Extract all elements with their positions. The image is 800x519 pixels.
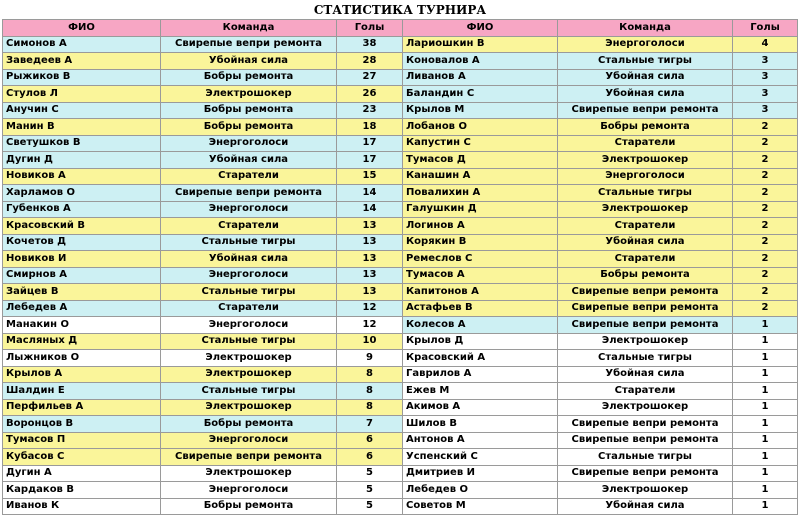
team-name: Свирепые вепри ремонта bbox=[558, 432, 733, 449]
goals-count: 1 bbox=[733, 482, 798, 499]
goals-count: 12 bbox=[337, 317, 403, 334]
goals-count: 2 bbox=[733, 284, 798, 301]
goals-count: 8 bbox=[337, 399, 403, 416]
team-name: Стальные тигры bbox=[558, 185, 733, 202]
team-name: Электрошокер bbox=[161, 366, 337, 383]
player-name: Масляных Д bbox=[3, 333, 161, 350]
player-name: Советов М bbox=[403, 498, 558, 515]
team-name: Электрошокер bbox=[558, 333, 733, 350]
header-name-right: ФИО bbox=[403, 20, 558, 37]
table-row bbox=[3, 234, 798, 251]
team-name: Стальные тигры bbox=[558, 350, 733, 367]
goals-count: 1 bbox=[733, 333, 798, 350]
goals-count: 13 bbox=[337, 284, 403, 301]
goals-count: 10 bbox=[337, 333, 403, 350]
player-name: Красовский В bbox=[3, 218, 161, 235]
team-name: Убойная сила bbox=[558, 69, 733, 86]
player-name: Коновалов А bbox=[403, 53, 558, 70]
team-name: Энергоголоси bbox=[161, 267, 337, 284]
player-name: Новиков И bbox=[3, 251, 161, 268]
team-name: Электрошокер bbox=[558, 482, 733, 499]
header-name-left: ФИО bbox=[3, 20, 161, 37]
player-name: Зайцев В bbox=[3, 284, 161, 301]
team-name: Стальные тигры bbox=[161, 234, 337, 251]
team-name: Электрошокер bbox=[161, 350, 337, 367]
team-name: Бобры ремонта bbox=[558, 119, 733, 136]
team-name: Свирепые вепри ремонта bbox=[558, 317, 733, 334]
team-name: Убойная сила bbox=[161, 152, 337, 169]
player-name: Колесов А bbox=[403, 317, 558, 334]
table-row bbox=[3, 69, 798, 86]
team-name: Стальные тигры bbox=[161, 284, 337, 301]
goals-count: 14 bbox=[337, 201, 403, 218]
player-name: Ежев М bbox=[403, 383, 558, 400]
goals-count: 27 bbox=[337, 69, 403, 86]
team-name: Бобры ремонта bbox=[161, 102, 337, 119]
player-name: Воронцов В bbox=[3, 416, 161, 433]
goals-count: 15 bbox=[337, 168, 403, 185]
table-row bbox=[3, 383, 798, 400]
player-name: Манин В bbox=[3, 119, 161, 136]
player-name: Корякин В bbox=[403, 234, 558, 251]
goals-count: 1 bbox=[733, 350, 798, 367]
team-name: Свирепые вепри ремонта bbox=[558, 284, 733, 301]
table-row bbox=[3, 267, 798, 284]
team-name: Стальные тигры bbox=[161, 333, 337, 350]
goals-count: 8 bbox=[337, 366, 403, 383]
goals-count: 8 bbox=[337, 383, 403, 400]
goals-count: 18 bbox=[337, 119, 403, 136]
goals-count: 1 bbox=[733, 416, 798, 433]
team-name: Убойная сила bbox=[558, 366, 733, 383]
goals-count: 2 bbox=[733, 152, 798, 169]
goals-count: 17 bbox=[337, 135, 403, 152]
table-row bbox=[3, 449, 798, 466]
player-name: Смирнов А bbox=[3, 267, 161, 284]
goals-count: 2 bbox=[733, 201, 798, 218]
goals-count: 2 bbox=[733, 119, 798, 136]
player-name: Шалдин Е bbox=[3, 383, 161, 400]
team-name: Свирепые вепри ремонта bbox=[558, 465, 733, 482]
table-row bbox=[3, 498, 798, 515]
goals-count: 17 bbox=[337, 152, 403, 169]
team-name: Стальные тигры bbox=[558, 53, 733, 70]
team-name: Убойная сила bbox=[161, 53, 337, 70]
goals-count: 2 bbox=[733, 218, 798, 235]
team-name: Стальные тигры bbox=[558, 449, 733, 466]
team-name: Бобры ремонта bbox=[161, 69, 337, 86]
table-row bbox=[3, 36, 798, 53]
player-name: Светушков В bbox=[3, 135, 161, 152]
player-name: Дугин А bbox=[3, 465, 161, 482]
goals-count: 2 bbox=[733, 168, 798, 185]
table-row bbox=[3, 152, 798, 169]
team-name: Свирепые вепри ремонта bbox=[161, 449, 337, 466]
goals-count: 3 bbox=[733, 69, 798, 86]
goals-count: 1 bbox=[733, 366, 798, 383]
goals-count: 28 bbox=[337, 53, 403, 70]
table-row bbox=[3, 399, 798, 416]
table-row bbox=[3, 135, 798, 152]
goals-count: 1 bbox=[733, 317, 798, 334]
team-name: Энергоголоси bbox=[161, 201, 337, 218]
player-name: Кочетов Д bbox=[3, 234, 161, 251]
header-team-right: Команда bbox=[558, 20, 733, 37]
player-name: Губенков А bbox=[3, 201, 161, 218]
team-name: Свирепые вепри ремонта bbox=[558, 416, 733, 433]
player-name: Шилов В bbox=[403, 416, 558, 433]
header-goals-right: Голы bbox=[733, 20, 798, 37]
player-name: Перфильев А bbox=[3, 399, 161, 416]
goals-count: 1 bbox=[733, 498, 798, 515]
team-name: Старатели bbox=[558, 251, 733, 268]
table-header-row bbox=[3, 20, 798, 37]
goals-count: 5 bbox=[337, 498, 403, 515]
team-name: Убойная сила bbox=[558, 86, 733, 103]
goals-count: 2 bbox=[733, 300, 798, 317]
goals-count: 26 bbox=[337, 86, 403, 103]
table-row bbox=[3, 119, 798, 136]
table-row bbox=[3, 168, 798, 185]
goals-count: 13 bbox=[337, 267, 403, 284]
player-name: Тумасов Д bbox=[403, 152, 558, 169]
header-team-left: Команда bbox=[161, 20, 337, 37]
team-name: Электрошокер bbox=[161, 86, 337, 103]
goals-count: 1 bbox=[733, 383, 798, 400]
player-name: Логинов А bbox=[403, 218, 558, 235]
goals-count: 4 bbox=[733, 36, 798, 53]
team-name: Старатели bbox=[161, 300, 337, 317]
team-name: Убойная сила bbox=[558, 234, 733, 251]
player-name: Повалихин А bbox=[403, 185, 558, 202]
player-name: Иванов К bbox=[3, 498, 161, 515]
goals-count: 2 bbox=[733, 251, 798, 268]
player-name: Тумасов П bbox=[3, 432, 161, 449]
player-name: Ливанов А bbox=[403, 69, 558, 86]
team-name: Бобры ремонта bbox=[558, 267, 733, 284]
table-row bbox=[3, 333, 798, 350]
player-name: Лыжников О bbox=[3, 350, 161, 367]
player-name: Дмитриев И bbox=[403, 465, 558, 482]
goals-count: 7 bbox=[337, 416, 403, 433]
table-row bbox=[3, 284, 798, 301]
table-row bbox=[3, 465, 798, 482]
player-name: Тумасов А bbox=[403, 267, 558, 284]
goals-count: 13 bbox=[337, 218, 403, 235]
team-name: Энергоголоси bbox=[161, 317, 337, 334]
player-name: Астафьев В bbox=[403, 300, 558, 317]
goals-count: 13 bbox=[337, 251, 403, 268]
player-name: Харламов О bbox=[3, 185, 161, 202]
player-name: Лебедев О bbox=[403, 482, 558, 499]
player-name: Гаврилов А bbox=[403, 366, 558, 383]
team-name: Свирепые вепри ремонта bbox=[558, 300, 733, 317]
player-name: Крылов М bbox=[403, 102, 558, 119]
table-row bbox=[3, 300, 798, 317]
goals-count: 2 bbox=[733, 267, 798, 284]
table-row bbox=[3, 251, 798, 268]
team-name: Энергоголоси bbox=[558, 36, 733, 53]
team-name: Старатели bbox=[558, 218, 733, 235]
player-name: Лариошкин В bbox=[403, 36, 558, 53]
player-name: Новиков А bbox=[3, 168, 161, 185]
player-name: Антонов А bbox=[403, 432, 558, 449]
player-name: Ремеслов С bbox=[403, 251, 558, 268]
table-row bbox=[3, 350, 798, 367]
goals-count: 2 bbox=[733, 135, 798, 152]
goals-count: 23 bbox=[337, 102, 403, 119]
tournament-stats-table bbox=[2, 19, 798, 515]
player-name: Галушкин Д bbox=[403, 201, 558, 218]
team-name: Электрошокер bbox=[558, 201, 733, 218]
goals-count: 1 bbox=[733, 432, 798, 449]
player-name: Успенский С bbox=[403, 449, 558, 466]
goals-count: 1 bbox=[733, 449, 798, 466]
team-name: Свирепые вепри ремонта bbox=[161, 185, 337, 202]
player-name: Лебедев А bbox=[3, 300, 161, 317]
team-name: Старатели bbox=[161, 168, 337, 185]
goals-count: 12 bbox=[337, 300, 403, 317]
goals-count: 9 bbox=[337, 350, 403, 367]
player-name: Дугин Д bbox=[3, 152, 161, 169]
table-row bbox=[3, 416, 798, 433]
player-name: Акимов А bbox=[403, 399, 558, 416]
table-row bbox=[3, 53, 798, 70]
team-name: Стальные тигры bbox=[161, 383, 337, 400]
player-name: Крылов Д bbox=[403, 333, 558, 350]
table-row bbox=[3, 317, 798, 334]
table-row bbox=[3, 218, 798, 235]
player-name: Капустин С bbox=[403, 135, 558, 152]
table-row bbox=[3, 366, 798, 383]
team-name: Бобры ремонта bbox=[161, 498, 337, 515]
team-name: Электрошокер bbox=[161, 399, 337, 416]
goals-count: 2 bbox=[733, 234, 798, 251]
team-name: Энергоголоси bbox=[161, 135, 337, 152]
team-name: Убойная сила bbox=[558, 498, 733, 515]
table-row bbox=[3, 432, 798, 449]
player-name: Крылов А bbox=[3, 366, 161, 383]
team-name: Бобры ремонта bbox=[161, 119, 337, 136]
player-name: Кубасов С bbox=[3, 449, 161, 466]
team-name: Энергоголоси bbox=[558, 168, 733, 185]
player-name: Стулов Л bbox=[3, 86, 161, 103]
team-name: Электрошокер bbox=[161, 465, 337, 482]
team-name: Старатели bbox=[558, 383, 733, 400]
player-name: Лобанов О bbox=[403, 119, 558, 136]
player-name: Красовский А bbox=[403, 350, 558, 367]
player-name: Заведеев А bbox=[3, 53, 161, 70]
goals-count: 2 bbox=[733, 185, 798, 202]
goals-count: 3 bbox=[733, 86, 798, 103]
player-name: Кардаков В bbox=[3, 482, 161, 499]
goals-count: 5 bbox=[337, 482, 403, 499]
player-name: Симонов А bbox=[3, 36, 161, 53]
team-name: Энергоголоси bbox=[161, 432, 337, 449]
team-name: Электрошокер bbox=[558, 152, 733, 169]
player-name: Анучин С bbox=[3, 102, 161, 119]
team-name: Старатели bbox=[161, 218, 337, 235]
goals-count: 3 bbox=[733, 102, 798, 119]
team-name: Энергоголоси bbox=[161, 482, 337, 499]
goals-count: 3 bbox=[733, 53, 798, 70]
goals-count: 6 bbox=[337, 432, 403, 449]
table-row bbox=[3, 201, 798, 218]
team-name: Бобры ремонта bbox=[161, 416, 337, 433]
player-name: Капитонов А bbox=[403, 284, 558, 301]
goals-count: 1 bbox=[733, 399, 798, 416]
table-row bbox=[3, 86, 798, 103]
header-goals-left: Голы bbox=[337, 20, 403, 37]
goals-count: 38 bbox=[337, 36, 403, 53]
table-row bbox=[3, 482, 798, 499]
table-row bbox=[3, 102, 798, 119]
player-name: Баландин С bbox=[403, 86, 558, 103]
goals-count: 1 bbox=[733, 465, 798, 482]
table-body bbox=[3, 36, 798, 515]
goals-count: 13 bbox=[337, 234, 403, 251]
goals-count: 6 bbox=[337, 449, 403, 466]
team-name: Убойная сила bbox=[161, 251, 337, 268]
page-title: СТАТИСТИКА ТУРНИРА bbox=[313, 3, 487, 17]
player-name: Рыжиков В bbox=[3, 69, 161, 86]
table-row bbox=[3, 185, 798, 202]
team-name: Свирепые вепри ремонта bbox=[558, 102, 733, 119]
player-name: Канашин А bbox=[403, 168, 558, 185]
team-name: Свирепые вепри ремонта bbox=[161, 36, 337, 53]
player-name: Манакин О bbox=[3, 317, 161, 334]
team-name: Старатели bbox=[558, 135, 733, 152]
goals-count: 14 bbox=[337, 185, 403, 202]
team-name: Электрошокер bbox=[558, 399, 733, 416]
goals-count: 5 bbox=[337, 465, 403, 482]
